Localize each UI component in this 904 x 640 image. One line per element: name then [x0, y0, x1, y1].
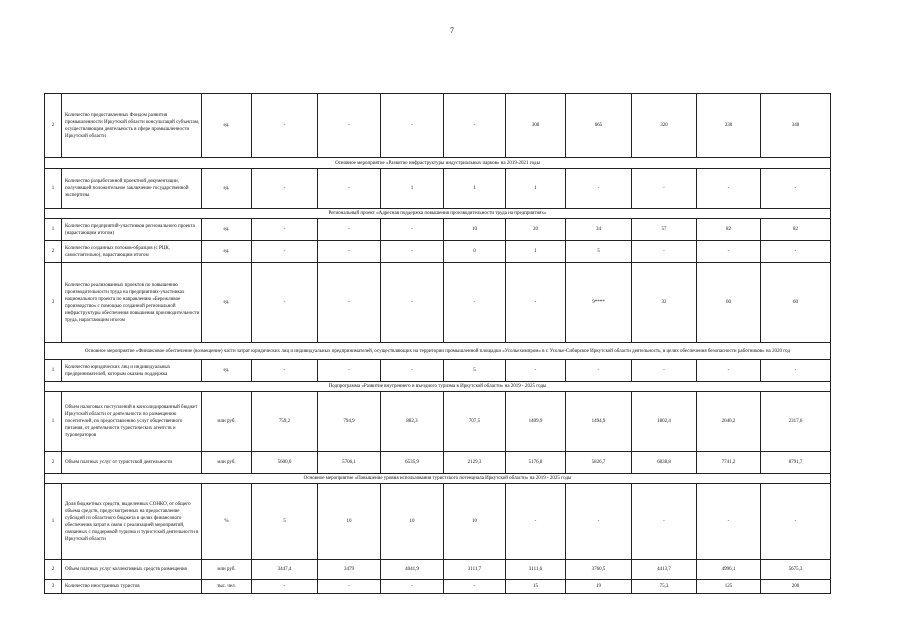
unit-cell: ед. — [202, 94, 252, 158]
value-cell: - — [632, 484, 697, 560]
value-cell: 6838,8 — [632, 452, 697, 474]
value-cell: 60 — [761, 263, 831, 343]
value-cell: - — [506, 484, 566, 560]
value-cell: 15 — [506, 580, 566, 594]
value-cell: - — [252, 219, 318, 241]
value-cell: 10 — [444, 219, 506, 241]
table-row — [45, 452, 831, 474]
value-cell: 5600,6 — [252, 452, 318, 474]
value-cell: - — [632, 169, 697, 209]
value-cell: 759,2 — [252, 392, 318, 452]
row-number-cell: 2 — [45, 452, 62, 474]
row-number-cell: 2 — [45, 94, 62, 158]
value-cell: - — [318, 219, 381, 241]
section-title: Основное мероприятие «Повышение уровня использования туристского потенциала Иркутской области» на 2019 - 2025 годы — [45, 474, 831, 484]
value-cell: 125 — [697, 580, 761, 594]
indicator-name-cell: Количество юридических лиц и индивидуальных предпринимателей, которым оказана поддержка — [62, 360, 202, 382]
indicator-name-cell: Объем платных услуг коллективных средств размещения — [62, 560, 202, 580]
table-row — [45, 219, 831, 241]
value-cell: - — [632, 360, 697, 382]
value-cell: - — [444, 580, 506, 594]
value-cell: - — [252, 263, 318, 343]
value-cell: - — [252, 241, 318, 263]
table-row — [45, 360, 831, 382]
value-cell: 10 — [444, 484, 506, 560]
row-number-cell: 1 — [45, 484, 62, 560]
value-cell: 60 — [697, 263, 761, 343]
indicator-name-cell: Количество предприятий-участников регионального проекта (нарастающим итогом) — [62, 219, 202, 241]
table-row — [45, 94, 831, 158]
section-title: Региональный проект «Адресная поддержка повышения производительности труда на предприятиях» — [45, 209, 831, 219]
section-title: Основное мероприятие «Развитие инфраструктуры индустриальных парков» на 2019-2021 годы — [45, 158, 831, 169]
value-cell: 82 — [761, 219, 831, 241]
value-cell: 340 — [761, 94, 831, 158]
table-row — [45, 560, 831, 580]
indicator-name-cell: Количество реализованных проектов по повышению производительности труда на предприятиях-участниках национального проекта по направлению «Бережливое производство» с помощью созданной региональной инфраструктуры обеспечения повышения производительности труда, нарастающим итогом — [62, 263, 202, 343]
value-cell: - — [318, 241, 381, 263]
unit-cell: % — [202, 484, 252, 560]
value-cell: 57 — [632, 219, 697, 241]
value-cell: 200 — [761, 580, 831, 594]
unit-cell: ед. — [202, 219, 252, 241]
value-cell: 1802,4 — [632, 392, 697, 452]
indicator-name-cell: Доля бюджетных средств, выделенных СОНКО, от общего объема средств, предусмотренных на предоставление субсидий из областного бюджета в целях финансового обеспечения затрат в связи с реализацией мероприятий, связанных с поддержкой туризма и туристской деятельности в Иркутской области — [62, 484, 202, 560]
value-cell: 82 — [697, 219, 761, 241]
table-row — [45, 169, 831, 209]
value-cell: - — [381, 580, 444, 594]
value-cell: - — [318, 580, 381, 594]
value-cell: 10 — [318, 484, 381, 560]
section-title: Основное мероприятие «Финансовое обеспечение (возмещение) части затрат юридических лиц и индивидуальных предпринимателей, осуществляющих на территории промышленной площадки «Усольехимпром» в г. Усолье-Сибирское Иркутской области деятельность, в целях обеспечения безопасности работников» на 2020 год — [45, 343, 831, 360]
value-cell: 5176,8 — [506, 452, 566, 474]
value-cell: 300 — [506, 94, 566, 158]
value-cell: - — [252, 360, 318, 382]
value-cell: 1 — [506, 169, 566, 209]
table-row — [45, 241, 831, 263]
value-cell: 3447,4 — [252, 560, 318, 580]
value-cell: 1494,9 — [566, 392, 632, 452]
value-cell: 8791,7 — [761, 452, 831, 474]
value-cell: 5 — [252, 484, 318, 560]
unit-cell: ед. — [202, 169, 252, 209]
value-cell: 32 — [632, 263, 697, 343]
value-cell: - — [381, 241, 444, 263]
value-cell: 3479 — [318, 560, 381, 580]
value-cell: - — [697, 169, 761, 209]
value-cell: 75,3 — [632, 580, 697, 594]
value-cell: 3111,6 — [506, 560, 566, 580]
value-cell: 5826,7 — [566, 452, 632, 474]
value-cell: - — [318, 263, 381, 343]
value-cell: 1 — [381, 169, 444, 209]
section-title: Подпрограмма «Развитие внутреннего и въездного туризма в Иркутской области» на 2019 - 2025 годы — [45, 382, 831, 392]
unit-cell: млн руб. — [202, 392, 252, 452]
value-cell: 707,5 — [444, 392, 506, 452]
unit-cell: ед. — [202, 241, 252, 263]
value-cell: 19 — [566, 580, 632, 594]
value-cell: 2040,2 — [697, 392, 761, 452]
value-cell: 882,3 — [381, 392, 444, 452]
unit-cell: тыс. чел. — [202, 580, 252, 594]
value-cell: 3111,7 — [444, 560, 506, 580]
table-row — [45, 484, 831, 560]
value-cell: 5 — [566, 241, 632, 263]
indicator-name-cell: Объем платных услуг от туристской деятельности — [62, 452, 202, 474]
value-cell: 794,9 — [318, 392, 381, 452]
value-cell: 9**** — [566, 263, 632, 343]
row-number-cell: 1 — [45, 169, 62, 209]
value-cell: 1 — [506, 241, 566, 263]
value-cell: 1409,9 — [506, 392, 566, 452]
value-cell: 5 — [444, 360, 506, 382]
value-cell: - — [761, 241, 831, 263]
value-cell: - — [566, 484, 632, 560]
section-row — [45, 209, 831, 219]
value-cell: 10 — [381, 484, 444, 560]
indicator-name-cell: Количество предоставленных Фондом развития промышленности Иркутской области консультаций субъектам, осуществляющим деятельность в сфере промышленности Иркутской области — [62, 94, 202, 158]
value-cell: - — [566, 169, 632, 209]
value-cell: - — [252, 94, 318, 158]
value-cell: - — [566, 360, 632, 382]
value-cell: 4413,7 — [632, 560, 697, 580]
row-number-cell: 3 — [45, 263, 62, 343]
value-cell: 2129,3 — [444, 452, 506, 474]
section-row — [45, 474, 831, 484]
indicator-name-cell: Количество иностранных туристов — [62, 580, 202, 594]
value-cell: 4996,1 — [697, 560, 761, 580]
value-cell: - — [761, 360, 831, 382]
value-cell: - — [761, 169, 831, 209]
value-cell: 1 — [444, 169, 506, 209]
value-cell: - — [697, 484, 761, 560]
value-cell: 0 — [444, 241, 506, 263]
value-cell: - — [444, 94, 506, 158]
value-cell: 5675,3 — [761, 560, 831, 580]
value-cell: 7741,2 — [697, 452, 761, 474]
value-cell: - — [761, 484, 831, 560]
unit-cell: млн руб. — [202, 452, 252, 474]
indicator-name-cell: Количество разработанной проектной документации, получившей положительное заключение государственной экспертизы — [62, 169, 202, 209]
indicators-table — [44, 93, 831, 594]
value-cell: - — [318, 169, 381, 209]
value-cell: - — [381, 360, 444, 382]
value-cell: - — [381, 94, 444, 158]
row-number-cell: 1 — [45, 219, 62, 241]
value-cell: 4041,9 — [381, 560, 444, 580]
value-cell: 3760,5 — [566, 560, 632, 580]
section-row — [45, 382, 831, 392]
value-cell: - — [381, 219, 444, 241]
value-cell: - — [318, 94, 381, 158]
value-cell: 20 — [506, 219, 566, 241]
indicator-name-cell: Объем налоговых поступлений в консолидированный бюджет Иркутской области от деятельности по размещению посетителей, по предоставлению услуг общественного питания, от деятельности туристических агентств и туроператоров — [62, 392, 202, 452]
row-number-cell: 1 — [45, 360, 62, 382]
value-cell: - — [506, 360, 566, 382]
value-cell: - — [697, 360, 761, 382]
value-cell: 34 — [566, 219, 632, 241]
value-cell: - — [318, 360, 381, 382]
row-number-cell: 2 — [45, 560, 62, 580]
section-row — [45, 158, 831, 169]
page-number: 7 — [450, 26, 454, 35]
table-row — [45, 263, 831, 343]
value-cell: - — [632, 241, 697, 263]
value-cell: 330 — [697, 94, 761, 158]
row-number-cell: 2 — [45, 241, 62, 263]
unit-cell: млн руб. — [202, 560, 252, 580]
section-row — [45, 343, 831, 360]
value-cell: - — [381, 263, 444, 343]
value-cell: 6535,9 — [381, 452, 444, 474]
value-cell: 2317,6 — [761, 392, 831, 452]
value-cell: 320 — [632, 94, 697, 158]
value-cell: - — [252, 580, 318, 594]
row-number-cell: 3 — [45, 580, 62, 594]
unit-cell: ед. — [202, 263, 252, 343]
value-cell: - — [252, 169, 318, 209]
value-cell: - — [506, 263, 566, 343]
value-cell: 665 — [566, 94, 632, 158]
value-cell: - — [697, 241, 761, 263]
unit-cell: ед. — [202, 360, 252, 382]
value-cell: 5706,1 — [318, 452, 381, 474]
row-number-cell: 1 — [45, 392, 62, 452]
table-row — [45, 392, 831, 452]
indicator-name-cell: Количество созданных потоков-образцов (с РЦК, самостоятельно), нарастающим итогом — [62, 241, 202, 263]
value-cell: - — [444, 263, 506, 343]
table-row — [45, 580, 831, 594]
